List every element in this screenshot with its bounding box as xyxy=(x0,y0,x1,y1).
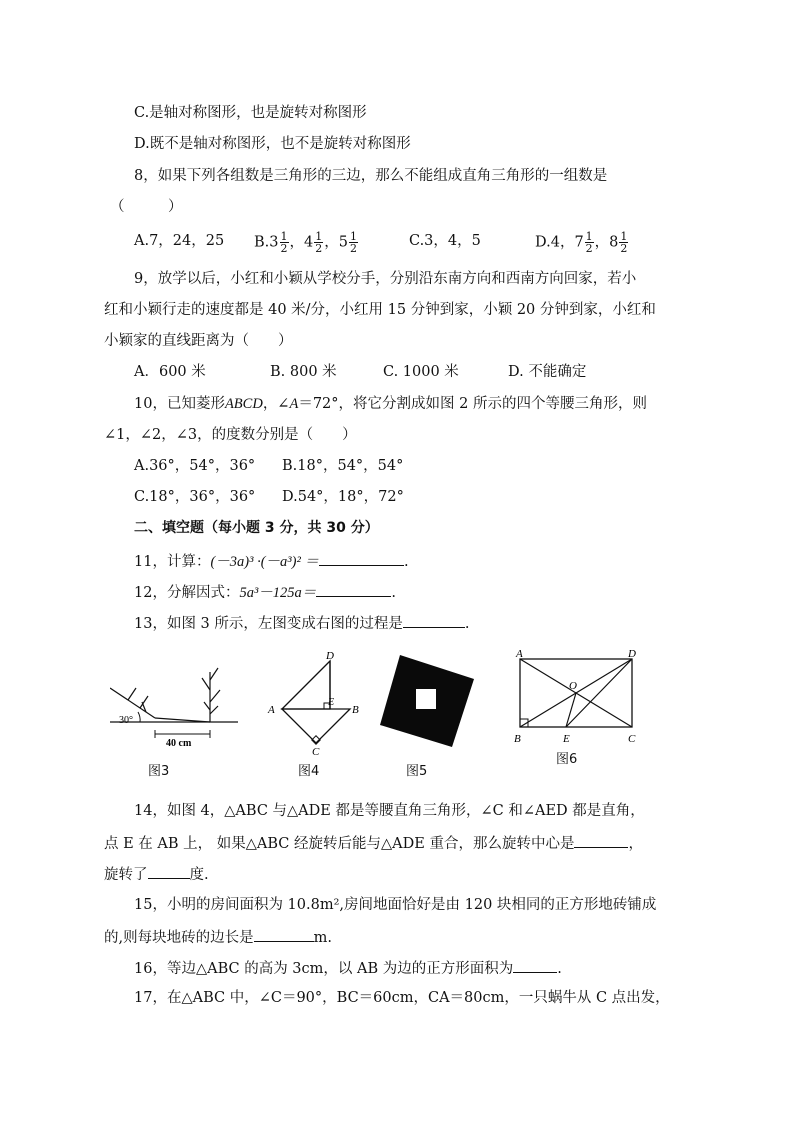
q14-line1: 14，如图 4，△ABC 与△ADE 都是等腰直角三角形，∠C 和∠AED 都是直角， xyxy=(134,803,645,819)
fig4-label-c: C xyxy=(312,746,320,757)
q7-option-d: D.既不是轴对称图形，也不是旋转对称图形 xyxy=(134,136,411,152)
q15-line1: 15，小明的房间面积为 10.8m²,房间地面恰好是由 120 块相同的正方形地砖铺成 xyxy=(134,897,657,913)
figure-6-caption: 图6 xyxy=(556,752,578,767)
fig6-label-c: C xyxy=(628,733,636,745)
q14-line2: 点 E 在 AB 上， 如果△ABC 经旋转后能与△ADE 重合，那么旋转中心是 ， xyxy=(104,832,643,854)
figure-6 xyxy=(508,645,648,755)
q17-line1: 17，在△ABC 中，∠C＝90°，BC＝60cm，CA＝80cm，一只蜗牛从 C 点出发， xyxy=(134,990,670,1006)
fig4-label-b: B xyxy=(352,704,359,716)
q9-option-d: D. 不能确定 xyxy=(508,364,587,380)
answer-blank xyxy=(148,863,190,879)
q11: 11，计算：(－3a)³ ·(－a³)² ＝ . xyxy=(134,550,409,572)
figure-4 xyxy=(266,647,366,757)
fig6-label-b: B xyxy=(514,733,521,745)
q8-option-a: A.7，24，25 xyxy=(134,233,225,249)
q16: 16，等边△ABC 的高为 3cm，以 AB 为边的正方形面积为 . xyxy=(134,957,562,979)
q9-option-c: C. 1000 米 xyxy=(383,364,459,380)
fig4-label-e: E xyxy=(328,697,335,708)
figure-3 xyxy=(110,650,250,750)
q9-line1: 9，放学以后，小红和小颖从学校分手，分别沿东南方向和西南方向回家，若小 xyxy=(134,271,637,287)
q8-option-b: B.3 $\frac{1}{2}$ ，4 $\frac{1}{2}$ ，5 $\frac{1}{2}$ xyxy=(254,230,357,255)
q10-option-a: A.36°，54°，36° xyxy=(134,458,256,474)
fraction: $\frac{1}{2}$ xyxy=(349,230,357,255)
q15-line2: 的,则每块地砖的边长是 m. xyxy=(104,926,332,948)
q10-line1: 10，已知菱形ABCD，∠A＝72°，将它分割成如图 2 所示的四个等腰三角形，则 xyxy=(134,396,647,412)
fig6-label-o: O xyxy=(569,680,577,692)
fig4-label-a: A xyxy=(268,704,275,716)
q10-option-c: C.18°，36°，36° xyxy=(134,489,256,505)
answer-blank xyxy=(513,957,557,973)
fig3-angle: 30° xyxy=(119,715,133,726)
fig6-label-a: A xyxy=(516,648,523,660)
q9-option-a: A．600 米 xyxy=(134,364,206,380)
q8-answer-paren: （ ） xyxy=(110,199,183,215)
q10-option-b: B.18°，54°，54° xyxy=(282,458,404,474)
q14-line3: 旋转了 度. xyxy=(104,863,209,885)
fraction: $\frac{1}{2}$ xyxy=(620,230,628,255)
answer-blank xyxy=(316,581,391,597)
fig6-label-d: D xyxy=(628,648,636,660)
answer-blank xyxy=(403,612,465,628)
section-heading: 二、填空题（每小题 3 分，共 30 分） xyxy=(134,520,379,536)
answer-blank xyxy=(254,926,314,942)
q8-option-d: D.4，7 $\frac{1}{2}$ ，8 $\frac{1}{2}$ xyxy=(535,230,628,255)
figure-3-caption: 图3 xyxy=(148,764,170,779)
figure-5-caption: 图5 xyxy=(406,764,428,779)
fraction: $\frac{1}{2}$ xyxy=(280,230,288,255)
figure-5 xyxy=(378,649,478,751)
answer-blank xyxy=(319,550,404,566)
fig4-label-d: D xyxy=(326,650,334,662)
fig6-label-e: E xyxy=(563,733,570,745)
q13: 13，如图 3 所示，左图变成右图的过程是 . xyxy=(134,612,470,634)
q7-option-c: C.是轴对称图形，也是旋转对称图形 xyxy=(134,105,367,121)
q10-line2: ∠1，∠2，∠3，的度数分别是（ ） xyxy=(104,427,357,443)
figure-4-caption: 图4 xyxy=(298,764,320,779)
q8-option-c: C.3，4，5 xyxy=(409,233,481,249)
answer-blank xyxy=(574,832,628,848)
q9-line2: 红和小颖行走的速度都是 40 米/分，小红用 15 分钟到家，小颖 20 分钟到家，小红和 xyxy=(104,302,656,318)
fraction: $\frac{1}{2}$ xyxy=(315,230,323,255)
q8-stem: 8，如果下列各组数是三角形的三边，那么不能组成直角三角形的一组数是 xyxy=(134,168,608,184)
q10-option-d: D.54°，18°，72° xyxy=(282,489,404,505)
fig3-distance: 40 cm xyxy=(166,738,192,749)
fraction: $\frac{1}{2}$ xyxy=(585,230,593,255)
q12: 12，分解因式：5a³－125a＝ . xyxy=(134,581,396,603)
q9-option-b: B. 800 米 xyxy=(270,364,337,380)
q9-line3: 小颖家的直线距离为（ ） xyxy=(104,333,293,349)
